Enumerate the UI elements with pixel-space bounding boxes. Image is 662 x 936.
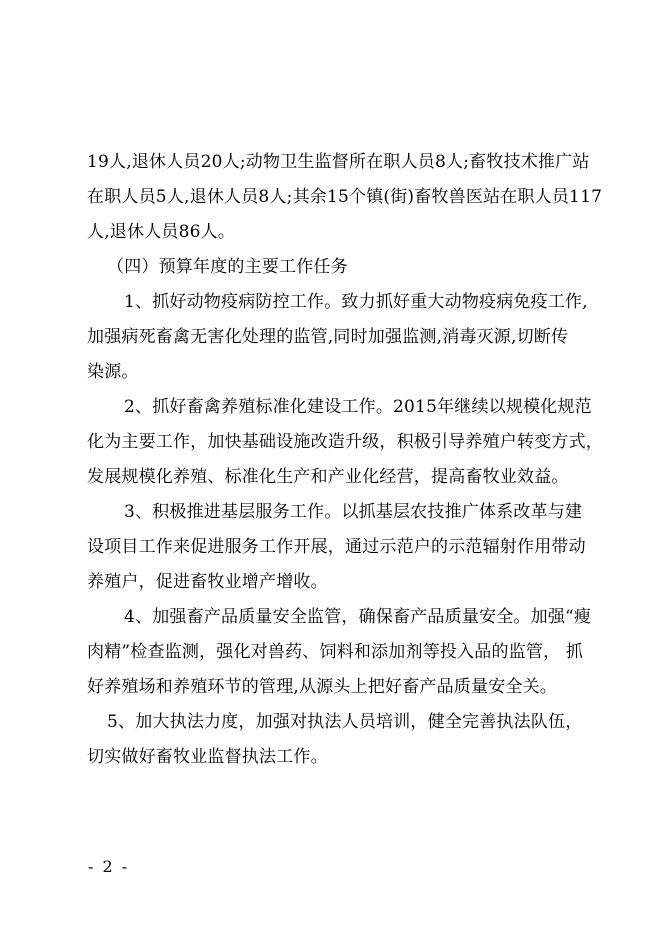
item-4-line-3: 好养殖场和养殖环节的管理,从源头上把好畜产品质量安全关。: [87, 677, 558, 697]
item-2-line-1: 2、抓好畜禽养殖标准化建设工作。2015年继续以规模化规范: [124, 397, 592, 417]
text-line-2: 在职人员5人,退休人员8人;其余15个镇(街)畜牧兽医站在职人员117: [87, 187, 603, 207]
item-3-line-3: 养殖户，促进畜牧业增产增收。: [87, 572, 328, 592]
item-3-line-2: 设项目工作来促进服务工作开展，通过示范户的示范辐射作用带动: [87, 537, 586, 557]
item-2-line-2: 化为主要工作，加快基础设施改造升级，积极引导养殖户转变方式，: [87, 432, 603, 452]
section-heading: （四）预算年度的主要工作任务: [107, 257, 348, 277]
item-5-line-2: 切实做好畜牧业监督执法工作。: [87, 747, 328, 767]
page-number: - 2 -: [88, 857, 130, 876]
item-1-line-2: 加强病死畜禽无害化处理的监管,同时加强监测,消毒灭源,切断传: [87, 327, 569, 347]
item-2-line-3: 发展规模化养殖、标准化生产和产业化经营，提高畜牧业效益。: [87, 467, 569, 487]
item-3-line-1: 3、积极推进基层服务工作。以抓基层农技推广体系改革与建: [124, 502, 583, 522]
text-line-3: 人,退休人员86人。: [87, 222, 236, 242]
text-line-1: 19人,退休人员20人;动物卫生监督所在职人员8人;畜牧技术推广站: [87, 152, 590, 172]
item-4-line-1: 4、加强畜产品质量安全监管，确保畜产品质量安全。加强“瘦: [124, 607, 592, 627]
item-1-line-1: 1、抓好动物疫病防控工作。致力抓好重大动物疫病免疫工作,: [124, 292, 588, 312]
item-4-line-2: 肉精”检查监测，强化对兽药、饲料和添加剂等投入品的监管， 抓: [87, 642, 584, 662]
item-5-line-1: 5、加大执法力度，加强对执法人员培训，健全完善执法队伍，: [107, 712, 583, 732]
item-1-line-3: 染源。: [87, 362, 139, 382]
